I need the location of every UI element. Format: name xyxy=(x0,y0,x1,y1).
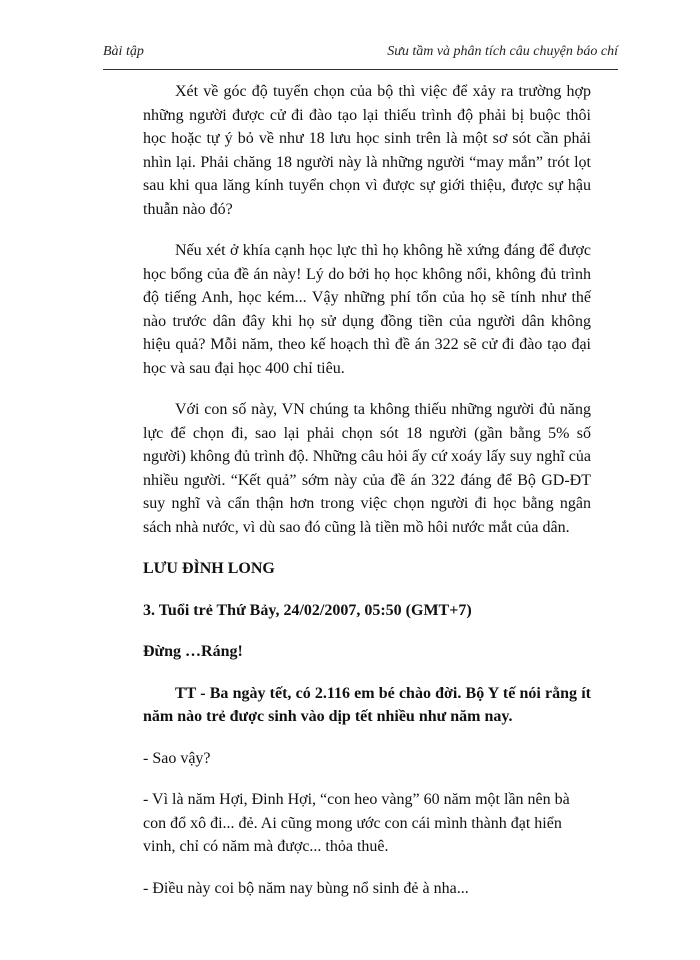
paragraph-3: Với con số này, VN chúng ta không thiếu những người đủ năng lực để chọn đi, sao lại phải chọn sót 18 người (gần bằng 5% số người) không đủ trình độ. Những câu hỏi ấy cứ xoáy lấy suy nghĩ của nhiều người. “Kết quả” sớm này của đề án 322 đáng để Bộ GD-ĐT suy nghĩ và cẩn thận hơn trong việc chọn người đi học bằng ngân sách nhà nước, vì dù sao đó cũng là tiền mồ hôi nước mắt của dân. xyxy=(143,401,591,536)
paragraph-1: Xét về góc độ tuyển chọn của bộ thì việc để xảy ra trường hợp những người được cử đi đào tạo lại thiếu trình độ phải bị buộc thôi học hoặc tự ý bỏ về như 18 lưu học sinh trên là một sơ sót cần phải nhìn lại. Phải chăng 18 người này là những người “may mắn” trót lọt sau khi qua lăng kính tuyển chọn vì được sự giới thiệu, được sự hậu thuẫn nào đó? xyxy=(143,83,591,218)
dialog-line-3: - Điều này coi bộ năm nay bùng nổ sinh đẻ à nha... xyxy=(143,879,469,897)
section-heading: 3. Tuổi trẻ Thứ Bảy, 24/02/2007, 05:50 (GMT+7) xyxy=(143,601,472,619)
header-rule xyxy=(103,69,618,70)
header-left: Bài tập xyxy=(103,44,144,59)
paragraph-2: Nếu xét ở khía cạnh học lực thì họ không hề xứng đáng để được học bổng của đề án này! Lý do bởi họ học không nổi, không đủ trình độ tiếng Anh, học kém... Vậy những phí tổn của họ sẽ tính như thế nào trước dân đây khi họ sử dụng đồng tiền của người dân không hiệu quả? Mỗi năm, theo kế hoạch thì đề án 322 sẽ cử đi đào tạo đại học và sau đại học 400 chỉ tiêu. xyxy=(143,242,591,377)
dialog-line-2: - Vì là năm Hợi, Đinh Hợi, “con heo vàng” 60 năm một lần nên bà con đổ xô đi... đẻ. Ai cũng mong ước con cái mình thành đạt hiển vinh, chỉ có năm mà được... thỏa thuê. xyxy=(143,791,570,855)
dialog-line-1: - Sao vậy? xyxy=(143,749,211,767)
article-title: Đừng …Ráng! xyxy=(143,643,243,660)
page-header xyxy=(103,44,618,60)
document-body xyxy=(143,80,591,918)
author-name: LƯU ĐÌNH LONG xyxy=(143,560,275,577)
header-right: Sưu tầm và phân tích câu chuyện báo chí xyxy=(387,44,618,59)
article-lead: TT - Ba ngày tết, có 2.116 em bé chào đời. Bộ Y tế nói rằng ít năm nào trẻ được sinh vào dịp tết nhiều như năm nay. xyxy=(143,684,591,725)
